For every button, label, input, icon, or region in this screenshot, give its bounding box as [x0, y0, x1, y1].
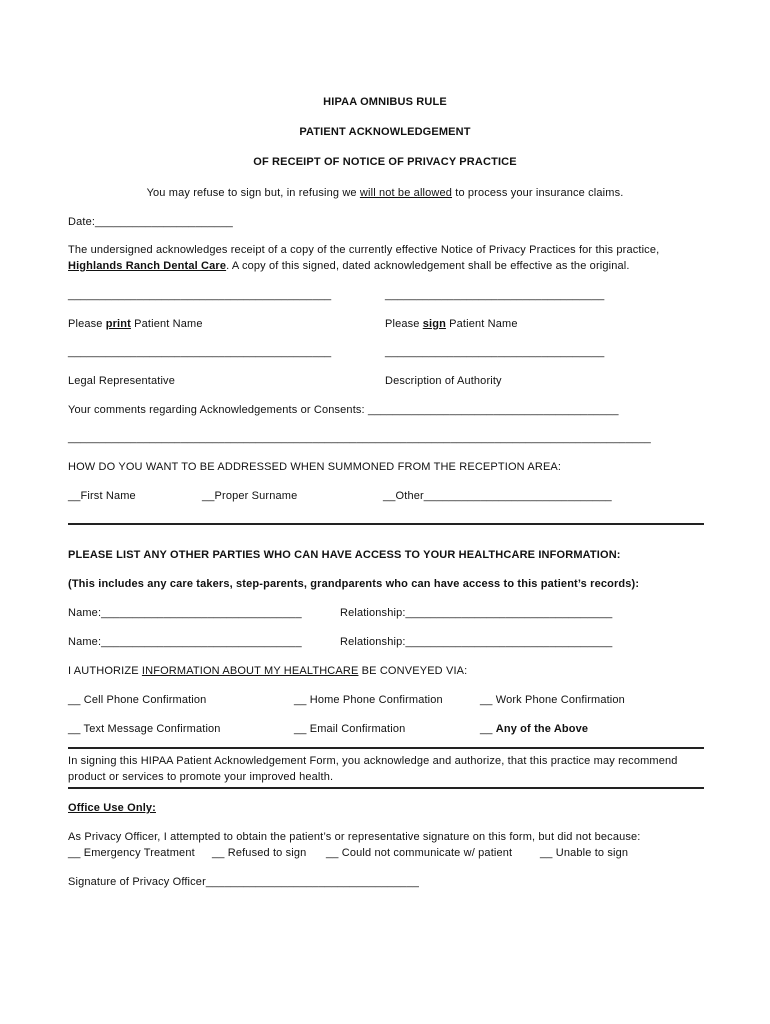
agreement-line-2: product or services to promote your improved health. [68, 771, 334, 783]
party-name-field-2[interactable]: Name:________________________________ [68, 636, 302, 648]
acknowledgement-line-2 [68, 260, 630, 272]
legal-representative-label: Legal Representative [68, 375, 175, 387]
sign-name-pre: Please [385, 318, 423, 330]
acknowledgement-line-2-rest: . A copy of this signed, dated acknowledgement shall be effective as the original. [226, 260, 630, 272]
reason-refused-to-sign[interactable]: __ Refused to sign [212, 847, 307, 859]
authorize-pre: I AUTHORIZE [68, 665, 142, 677]
option-home-phone[interactable]: __ Home Phone Confirmation [294, 694, 443, 706]
option-any-prefix: __ [480, 723, 496, 735]
print-name-label [68, 318, 203, 330]
authorize-post: BE CONVEYED VIA: [358, 665, 468, 677]
agreement-divider-top [68, 747, 704, 749]
refusal-text-pre: You may refuse to sign but, in refusing we [146, 187, 360, 199]
sign-word: sign [422, 318, 446, 330]
agreement-line-1: In signing this HIPAA Patient Acknowledgement Form, you acknowledge and authorize, that this practice may recommend [68, 755, 678, 767]
print-word: print [105, 318, 131, 330]
address-question: HOW DO YOU WANT TO BE ADDRESSED WHEN SUMMONED FROM THE RECEPTION AREA: [68, 461, 562, 473]
practice-name: Highlands Ranch Dental Care [68, 260, 227, 272]
authority-label: Description of Authority [385, 375, 502, 387]
office-use-heading: Office Use Only: [68, 802, 156, 814]
comments-field[interactable]: Your comments regarding Acknowledgements or Consents: ________________________________________ [68, 404, 619, 416]
legal-representative-blank[interactable]: __________________________________________ [68, 346, 332, 358]
privacy-officer-signature-field[interactable]: Signature of Privacy Officer__________________________________ [68, 876, 419, 888]
refusal-notice [0, 187, 770, 199]
print-name-post: Patient Name [130, 318, 203, 330]
authority-blank[interactable]: ___________________________________ [385, 346, 605, 358]
comments-continuation-line[interactable]: _____________________________________________________________________________________________ [68, 432, 651, 444]
reason-unable-to-sign[interactable]: __ Unable to sign [540, 847, 629, 859]
print-name-pre: Please [68, 318, 106, 330]
sign-name-post: Patient Name [445, 318, 518, 330]
option-text-message[interactable]: __ Text Message Confirmation [68, 723, 221, 735]
refusal-emphasis: will not be allowed [359, 187, 453, 199]
form-title: HIPAA OMNIBUS RULE [323, 96, 447, 108]
party-name-field-1[interactable]: Name:________________________________ [68, 607, 302, 619]
option-email[interactable]: __ Email Confirmation [294, 723, 406, 735]
authorize-emphasis: INFORMATION ABOUT MY HEALTHCARE [141, 665, 359, 677]
option-other[interactable]: __Other______________________________ [383, 490, 612, 502]
option-any-of-above[interactable] [480, 723, 588, 735]
party-relationship-field-1[interactable]: Relationship:_________________________________ [340, 607, 613, 619]
parties-heading: PLEASE LIST ANY OTHER PARTIES WHO CAN HAVE ACCESS TO YOUR HEALTHCARE INFORMATION: [68, 549, 621, 561]
sign-name-blank[interactable]: ___________________________________ [385, 289, 605, 301]
date-field[interactable]: Date:______________________ [68, 216, 233, 228]
form-subtitle-acknowledgement: PATIENT ACKNOWLEDGEMENT [299, 126, 471, 138]
sign-name-label [385, 318, 518, 330]
form-subtitle-privacy-practice: OF RECEIPT OF NOTICE OF PRIVACY PRACTICE [253, 156, 517, 168]
section-divider [68, 523, 704, 525]
reason-could-not-communicate[interactable]: __ Could not communicate w/ patient [326, 847, 513, 859]
parties-note: (This includes any care takers, step-parents, grandparents who can have access to this patient’s records): [68, 578, 640, 590]
authorize-statement [68, 665, 467, 677]
option-proper-surname[interactable]: __Proper Surname [202, 490, 298, 502]
print-name-blank[interactable]: __________________________________________ [68, 289, 332, 301]
party-relationship-field-2[interactable]: Relationship:_________________________________ [340, 636, 613, 648]
option-any-label: Any of the Above [495, 723, 589, 735]
reason-emergency-treatment[interactable]: __ Emergency Treatment [68, 847, 195, 859]
option-cell-phone[interactable]: __ Cell Phone Confirmation [68, 694, 207, 706]
option-first-name[interactable]: __First Name [68, 490, 136, 502]
privacy-officer-statement: As Privacy Officer, I attempted to obtain the patient’s or representative signature on this form, but did not because: [68, 831, 641, 843]
option-work-phone[interactable]: __ Work Phone Confirmation [480, 694, 625, 706]
refusal-text-post: to process your insurance claims. [452, 187, 624, 199]
agreement-divider-bottom [68, 787, 704, 789]
acknowledgement-line-1: The undersigned acknowledges receipt of a copy of the currently effective Notice of Privacy Practices for this practice, [68, 244, 660, 256]
